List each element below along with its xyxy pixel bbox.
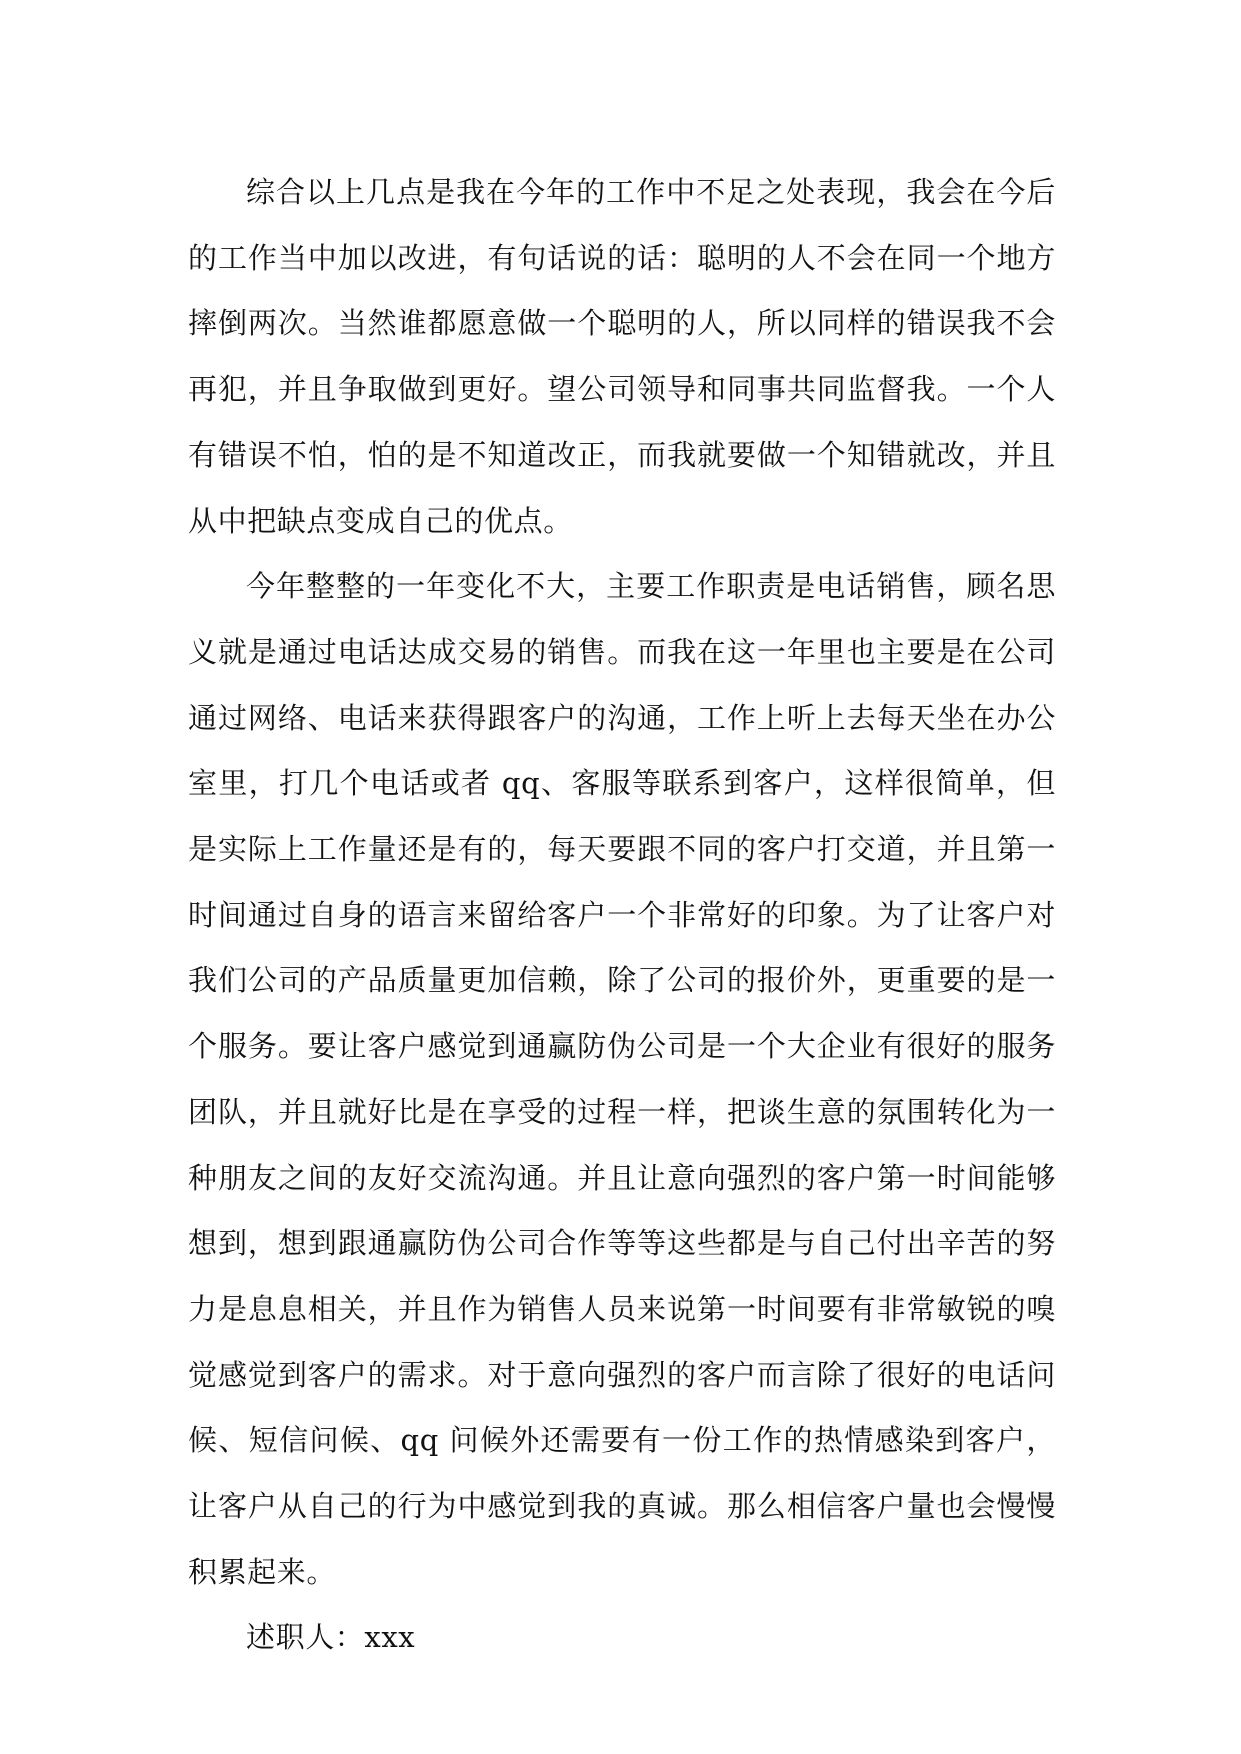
document-body <box>188 160 1056 1671</box>
signature-line: 述职人：xxx <box>246 1620 416 1655</box>
paragraph-2: 今年整整的一年变化不大，主要工作职责是电话销售，顾名思义就是通过电话达成交易的销售。而我在这一年里也主要是在公司通过网络、电话来获得跟客户的沟通，工作上听上去每天坐在办公室里，打几个电话或者 qq、客服等联系到客户，这样很简单，但是实际上工作量还是有的，每天要跟不同的客户打交道，并且第一时间通过自身的语言来留给客户一个非常好的印象。为了让客户对我们公司的产品质量更加信赖，除了公司的报价外，更重要的是一个服务。要让客户感觉到通赢防伪公司是一个大企业有很好的服务团队，并且就好比是在享受的过程一样，把谈生意的氛围转化为一种朋友之间的友好交流沟通。并且让意向强烈的客户第一时间能够想到，想到跟通赢防伪公司合作等等这些都是与自己付出辛苦的努力是息息相关，并且作为销售人员来说第一时间要有非常敏锐的嗅觉感觉到客户的需求。对于意向强烈的客户而言除了很好的电话问候、短信问候、qq 问候外还需要有一份工作的热情感染到客户，让客户从自己的行为中感觉到我的真诚。那么相信客户量也会慢慢积累起来。 <box>188 569 1056 1589</box>
paragraph-1: 综合以上几点是我在今年的工作中不足之处表现，我会在今后的工作当中加以改进，有句话说的话：聪明的人不会在同一个地方摔倒两次。当然谁都愿意做一个聪明的人，所以同样的错误我不会再犯，并且争取做到更好。望公司领导和同事共同监督我。一个人有错误不怕，怕的是不知道改正，而我就要做一个知错就改，并且从中把缺点变成自己的优点。 <box>188 175 1056 538</box>
